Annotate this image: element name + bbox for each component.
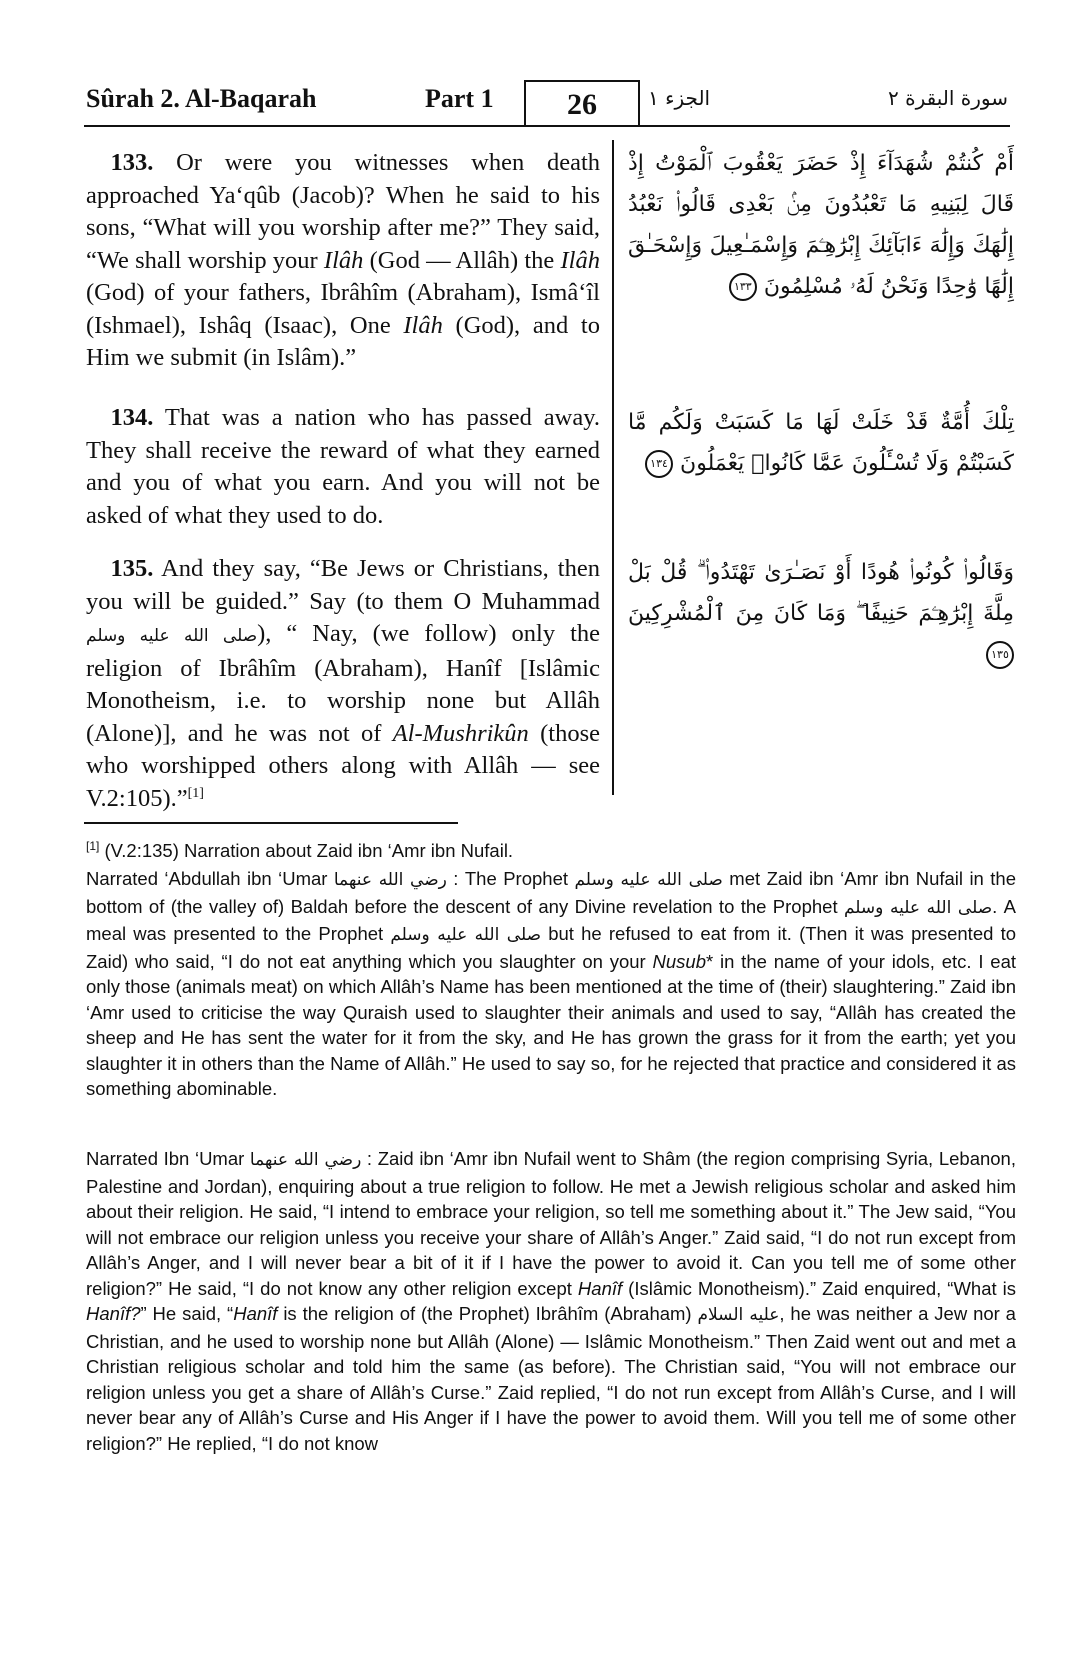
footnote-paragraph-1	[86, 866, 1016, 1102]
page-number: 26	[567, 88, 597, 121]
ayah-number-mark: ١٣٥	[986, 641, 1014, 669]
verse-number: 135.	[110, 555, 154, 582]
verse-italic: Al-Mushrikûn	[392, 719, 529, 747]
verse-number: 133.	[110, 149, 154, 176]
header-rule	[84, 125, 1010, 127]
juz-label-ar: الجزء ١	[648, 86, 711, 110]
verse-number: 134.	[110, 404, 154, 431]
footnote-rule	[84, 822, 458, 824]
fn-text: , he was neither a Jew nor a Christian, and he used to worship none but Allâh (Alone) — Islâmic Monotheism.” Then Zaid went out and met a Christian religious scholar and told him the same (as before). The Christian said, “You will not embrace our religion unless you get a share of Allâh’s Curse.” Zaid replied, “I do not run except from Allâh’s Curse, and I will never bear any of Allâh’s Curse and His Anger if I have the power to avoid them. Will you tell me of some other religion?” He replied, “I do not know	[86, 1303, 1016, 1454]
salutation-ar: صلى الله عليه وسلم	[574, 870, 723, 890]
footnote-paragraph-2	[86, 1146, 1016, 1456]
page-number-box	[524, 80, 640, 126]
surah-title-ar: سورة البقرة ٢	[887, 86, 1008, 110]
column-separator	[612, 140, 614, 795]
ayah-number-mark: ١٣٣	[729, 273, 757, 301]
fn-text: (Islâmic Monotheism).” Zaid enquired, “What is	[622, 1277, 1017, 1299]
verse-ar-135	[628, 552, 1014, 675]
verse-en-134	[86, 402, 600, 532]
verse-en-135	[86, 553, 600, 815]
ayah-number-mark: ١٣٤	[645, 450, 673, 478]
salutation-ar: عليه السلام	[697, 1305, 780, 1325]
salutation-ar: صلى الله عليه وسلم	[86, 626, 258, 646]
arabic-text: تِلْكَ أُمَّةٌ قَدْ خَلَتْ لَهَا مَا كَسَبَتْ وَلَكُم مَّا كَسَبْتُمْ وَلَا تُسْـَٔلُونَ عَمَّا كَانُوا۟ يَعْمَلُونَ	[628, 410, 1014, 476]
arabic-text: وَقَالُوا۟ كُونُوا۟ هُودًا أَوْ نَصَـٰرَىٰ تَهْتَدُوا۟ ۗ قُلْ بَلْ مِلَّةَ إِبْرَٰهِـۧمَ حَنِيفًا ۖ وَمَا كَانَ مِنَ ٱلْمُشْرِكِينَ	[628, 560, 1014, 626]
verse-en-133	[86, 147, 600, 375]
fn-text: in the name of your idols, etc. I eat only those (animals meat) on which Allâh’s Name has been mentioned at the time of (their) slaughtering.” Zaid ibn ‘Amr used to criticise the way Quraish used to slaughter their animals and used to say, “Allâh has created the sheep and He has sent the water for it from the sky, and He has grown the grass for it from the earth; yet you slaughter it in others than the Name of Allâh.” He used to say so, for he rejected that practice and considered it as something abominable.	[86, 950, 1016, 1099]
verse-text: (those who worshipped others along with Allâh — see V.2:105).”	[86, 719, 601, 812]
verse-ar-134	[628, 402, 1014, 484]
fn-italic: Hanîf?	[86, 1303, 141, 1324]
verse-text: Or were you witnesses when death approached Ya‘qûb (Jacob)? When he said to his sons, “What will you worship after me?” They said, “We shall worship your	[86, 149, 600, 274]
footnote-marker: [1]	[86, 838, 100, 853]
fn-text: is the religion of (the Prophet) Ibrâhîm (Abraham)	[277, 1303, 698, 1324]
fn-asterisk: *	[706, 950, 714, 972]
verse-italic: Ilâh	[323, 246, 364, 274]
verse-text: (God), and to Him we submit (in Islâm).”	[86, 311, 600, 371]
salutation-ar: صلى الله عليه وسلم	[390, 925, 542, 945]
verse-text: ), “ Nay, (we follow) only the religion of Ibrâhîm (Abraham), Hanîf [Islâmic Monotheism, i.e. to worship none but Allâh (Alone)], and he was not of	[86, 620, 600, 747]
fn-text: : Zaid ibn ‘Amr ibn Nufail went to Shâm (the region comprising Syria, Lebanon, Palestine and Jordan), enquiring about a true religion to follow. He met a Jewish religious scholar and asked him about their religion. He said, “I intend to embrace your religion, so tell me something about it.” The Jew said, “You will not embrace our religion unless you receive your share of Allâh’s Anger.” Zaid said, “I do not run except from Allâh’s Anger, and I will never bear a bit of it if I have the power to avoid it. Can you tell me of some other religion?” He said, “I do not know any other religion except	[86, 1148, 1016, 1299]
arabic-text: أَمْ كُنتُمْ شُهَدَآءَ إِذْ حَضَرَ يَعْقُوبَ ٱلْمَوْتُ إِذْ قَالَ لِبَنِيهِ مَا تَعْبُدُونَ مِنۢ بَعْدِى قَالُوا۟ نَعْبُدُ إِلَٰهَكَ وَإِلَٰهَ ءَابَآئِكَ إِبْرَٰهِـۧمَ وَإِسْمَـٰعِيلَ وَإِسْحَـٰقَ إِلَٰهًا وَٰحِدًا وَنَحْنُ لَهُۥ مُسْلِمُونَ	[628, 151, 1014, 299]
fn-text: : The Prophet	[446, 868, 575, 889]
part-label: Part 1	[425, 84, 494, 113]
verse-italic: Ilâh	[403, 311, 443, 339]
verse-text: And they say, “Be Jews or Christians, then you will be guided.” Say (to them O Muhammad	[86, 555, 600, 615]
footnote-title-text: (V.2:135) Narration about Zaid ibn ‘Amr ibn Nufail.	[99, 840, 514, 861]
fn-text: . A meal was presented to the Prophet	[86, 895, 1017, 944]
footnote-ref[interactable]: [1]	[187, 785, 204, 801]
fn-text: met Zaid ibn ‘Amr ibn Nufail in the bottom of (the valley of) Baldah before the descent of any Divine revelation to the Prophet	[86, 868, 1016, 917]
fn-italic: Hanîf	[577, 1277, 623, 1299]
salutation-ar: صلى الله عليه وسلم	[843, 897, 993, 918]
fn-italic: Hanîf	[233, 1303, 278, 1324]
fn-italic: Nusub	[652, 950, 706, 972]
verse-text: (God — Allâh) the	[363, 246, 561, 274]
verse-ar-133	[628, 143, 1014, 307]
footnote-title	[86, 838, 1016, 863]
verse-text: (God) of your fathers, Ibrâhîm (Abraham), Ismâ‘îl (Ishmael), Ishâq (Isaac), One	[86, 279, 600, 339]
fn-text: ” He said, “	[140, 1303, 234, 1324]
salutation-ar: رضي الله عنهما	[249, 1150, 362, 1170]
verse-italic: Ilâh	[560, 246, 600, 274]
fn-text: but he refused to eat from it. (Then it was presented to Zaid) who said, “I do not eat anything which you slaughter on your	[86, 923, 1017, 972]
fn-text: Narrated Ibn ‘Umar	[86, 1148, 250, 1169]
surah-title-en: Sûrah 2. Al-Baqarah	[86, 84, 317, 113]
salutation-ar: رضي الله عنهما	[333, 870, 447, 890]
verse-text: That was a nation who has passed away. They shall receive the reward of what they earned and you of what you earn. And you will not be asked of what they used to do.	[86, 404, 600, 529]
fn-text: Narrated ‘Abdullah ibn ‘Umar	[86, 868, 334, 889]
